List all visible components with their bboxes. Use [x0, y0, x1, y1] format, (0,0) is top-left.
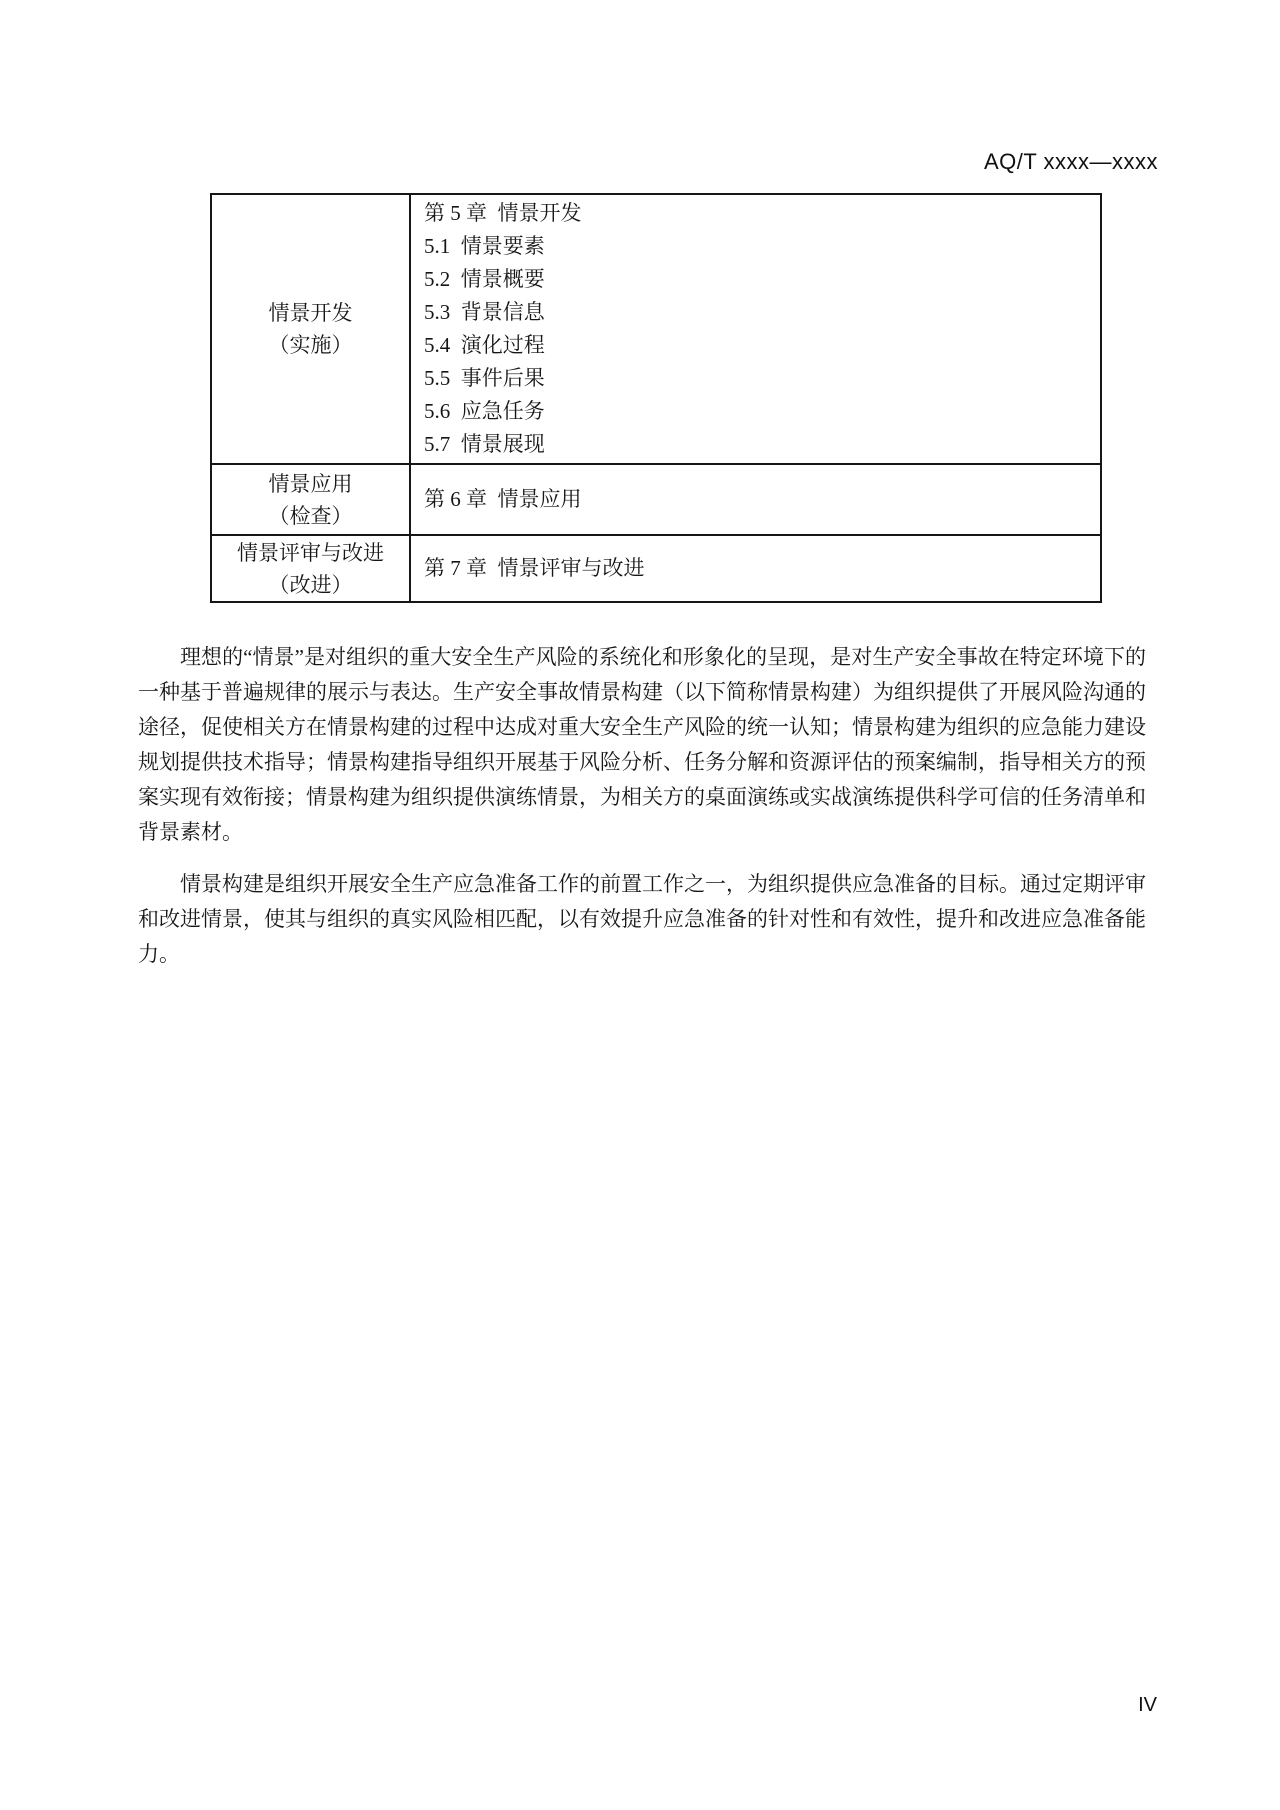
body-text [138, 640, 1146, 972]
paragraph-scenario-purpose: 情景构建是组织开展安全生产应急准备工作的前置工作之一，为组织提供应急准备的目标。通过定期评审和改进情景，使其与组织的真实风险相匹配，以有效提升应急准备的针对性和有效性，提升和改进应急准备能力。 [138, 872, 1146, 966]
chapter-line: 5.4 演化过程 [424, 333, 545, 357]
stage-label: 情景应用 [268, 471, 353, 496]
chapter-line: 5.3 背景信息 [424, 300, 545, 324]
chapter-line: 5.6 应急任务 [424, 399, 545, 423]
chapter-cell-review [410, 535, 1101, 602]
page-number: IV [1138, 1694, 1157, 1716]
table-row [211, 535, 1101, 602]
chapter-line: 5.2 情景概要 [424, 267, 545, 291]
stage-note: （实施） [268, 333, 353, 357]
chapter-line: 5.5 事件后果 [424, 366, 545, 390]
chapter-cell-development [410, 194, 1101, 464]
stage-note: （检查） [268, 503, 353, 528]
doc-code: AQ/T xxxx—xxxx [983, 149, 1158, 174]
table-row [211, 464, 1101, 535]
pdca-chapter-table [210, 193, 1102, 603]
chapter-line: 第 6 章 情景应用 [424, 487, 582, 511]
stage-cell-review [211, 535, 410, 602]
stage-label: 情景开发 [268, 301, 353, 325]
stage-note: （改进） [268, 572, 353, 597]
stage-cell-application [211, 464, 410, 535]
stage-label: 情景评审与改进 [237, 540, 384, 565]
chapter-line: 5.7 情景展现 [424, 432, 545, 456]
chapter-line: 第 5 章 情景开发 [424, 201, 582, 225]
table-row [211, 194, 1101, 464]
chapter-line: 第 7 章 情景评审与改进 [424, 556, 645, 580]
stage-cell-development [211, 194, 410, 464]
chapter-cell-application [410, 464, 1101, 535]
chapter-line: 5.1 情景要素 [424, 234, 545, 258]
paragraph-scenario-definition: 理想的“情景”是对组织的重大安全生产风险的系统化和形象化的呈现，是对生产安全事故在特定环境下的一种基于普遍规律的展示与表达。生产安全事故情景构建（以下简称情景构建）为组织提供了开展风险沟通的途径，促使相关方在情景构建的过程中达成对重大安全生产风险的统一认知；情景构建为组织的应急能力建设规划提供技术指导；情景构建指导组织开展基于风险分析、任务分解和资源评估的预案编制，指导相关方的预案实现有效衔接；情景构建为组织提供演练情景，为相关方的桌面演练或实战演练提供科学可信的任务清单和背景素材。 [138, 645, 1146, 844]
